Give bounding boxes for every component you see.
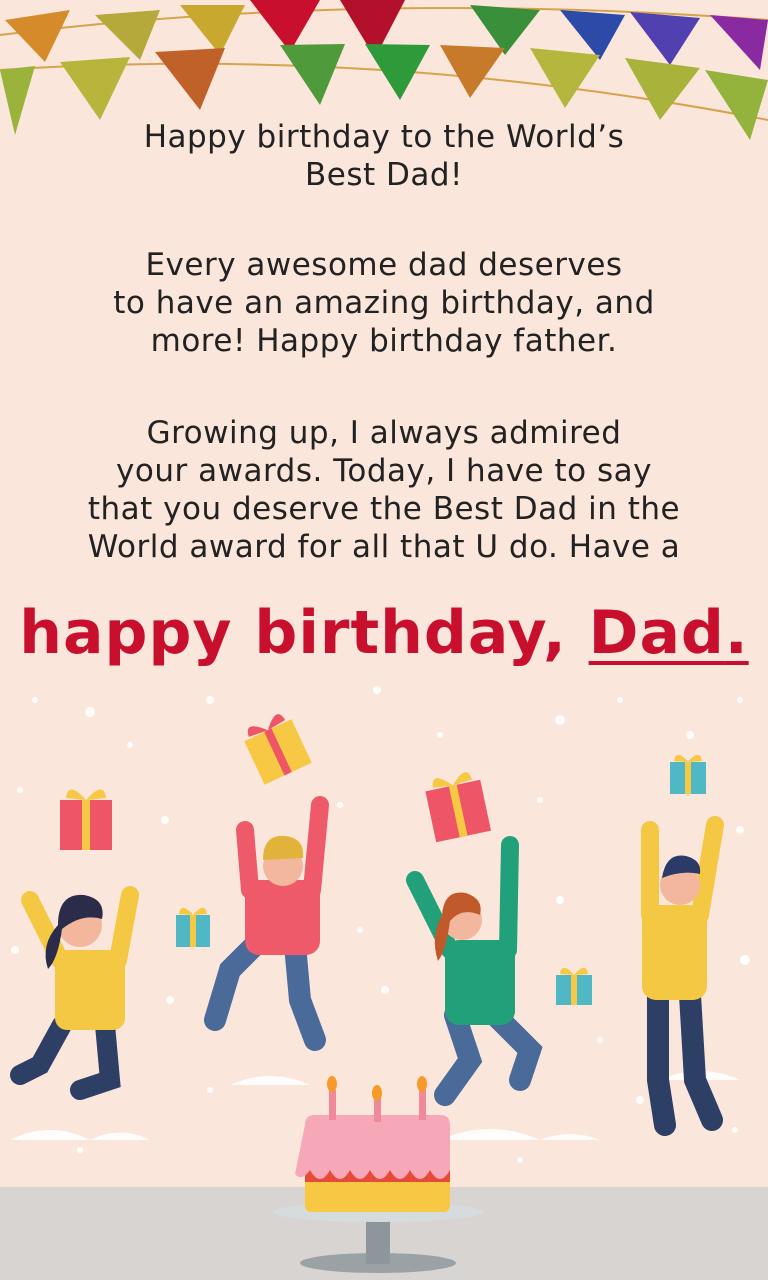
person-man-beanie xyxy=(215,805,320,1040)
gift-box-icon xyxy=(670,755,706,794)
paragraph-line: World award for all that U do. Have a xyxy=(87,529,681,565)
gift-box-icon xyxy=(176,908,210,947)
greeting xyxy=(0,118,768,194)
paragraph-line: Growing up, I always admired xyxy=(146,415,622,451)
headline xyxy=(0,598,768,668)
gift-box-icon xyxy=(556,968,592,1005)
greeting-line: Best Dad! xyxy=(305,157,463,193)
paragraph-1 xyxy=(0,246,768,360)
gift-box-icon xyxy=(240,710,312,785)
paragraph-line: Every awesome dad deserves xyxy=(145,247,623,283)
gift-box-icon xyxy=(423,769,491,842)
person-woman-green xyxy=(415,845,530,1095)
headline-name: Dad xyxy=(588,598,725,668)
person-woman-left xyxy=(20,895,130,1090)
paragraph-line: to have an amazing birthday, and xyxy=(113,285,655,321)
paragraph-2 xyxy=(0,414,768,566)
greeting-line: Happy birthday to the World’s xyxy=(143,119,625,155)
gift-box-icon xyxy=(60,789,112,850)
paragraph-line: more! Happy birthday father. xyxy=(150,323,618,359)
paragraph-line: your awards. Today, I have to say xyxy=(116,453,652,489)
paragraph-line: that you deserve the Best Dad in the xyxy=(87,491,681,527)
headline-prefix: happy birthday, xyxy=(19,598,589,668)
headline-suffix: . xyxy=(724,598,749,668)
